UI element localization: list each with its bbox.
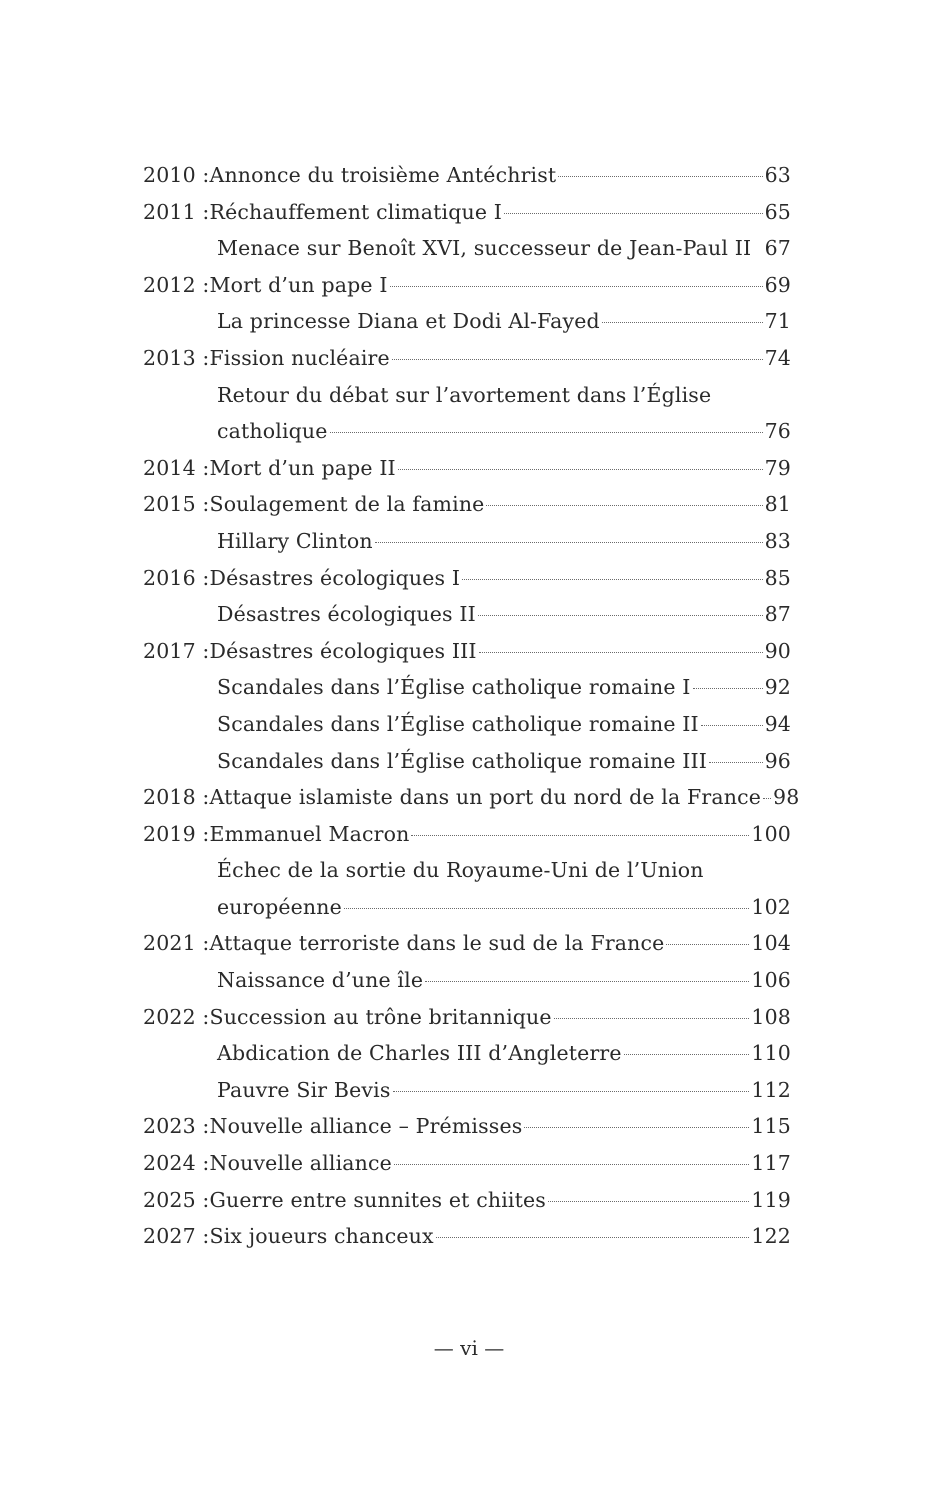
toc-entry-page: 65 bbox=[764, 199, 791, 224]
toc-dot-leader bbox=[462, 579, 762, 580]
toc-entry-year: 2015 : bbox=[143, 492, 210, 517]
toc-entry-page: 119 bbox=[751, 1187, 791, 1212]
toc-entry-page: 104 bbox=[751, 931, 791, 956]
toc-entry bbox=[143, 779, 800, 816]
toc-entry bbox=[143, 450, 791, 487]
toc-entry bbox=[143, 669, 791, 706]
toc-entry bbox=[143, 743, 791, 780]
toc-entry-page: 90 bbox=[764, 638, 791, 663]
toc-entry-year: 2013 : bbox=[143, 345, 210, 370]
toc-dot-leader bbox=[394, 1164, 749, 1165]
toc-entry-year: 2018 : bbox=[143, 785, 210, 810]
toc-entry-title: Nouvelle alliance bbox=[209, 1151, 392, 1176]
toc-dot-leader bbox=[524, 1127, 749, 1128]
toc-entry-title: Naissance d’une île bbox=[217, 968, 424, 993]
toc-entry bbox=[143, 1035, 791, 1072]
toc-entry-page: 85 bbox=[764, 565, 791, 590]
toc-entry-year: 2024 : bbox=[143, 1151, 210, 1176]
toc-entry-title: catholique bbox=[217, 419, 328, 444]
toc-entry-year: 2027 : bbox=[143, 1224, 210, 1249]
toc-entry-page: 71 bbox=[764, 309, 791, 334]
toc-entry-title: européenne bbox=[217, 894, 342, 919]
toc-entry-page: 74 bbox=[764, 345, 791, 370]
toc-dot-leader bbox=[330, 432, 763, 433]
toc-entry-year: 2011 : bbox=[143, 199, 210, 224]
toc-entry bbox=[143, 157, 791, 194]
toc-entry-title: Succession au trône britannique bbox=[209, 1004, 552, 1029]
toc-entry-title: Guerre entre sunnites et chiites bbox=[209, 1187, 546, 1212]
toc-dot-leader bbox=[548, 1201, 749, 1202]
table-of-contents bbox=[143, 157, 800, 1255]
toc-entry bbox=[143, 560, 791, 597]
toc-entry-year: 2019 : bbox=[143, 821, 210, 846]
toc-entry-title: Mort d’un pape II bbox=[209, 455, 396, 480]
toc-entry-page: 94 bbox=[764, 711, 791, 736]
toc-entry bbox=[143, 816, 791, 853]
toc-entry-title: Désastres écologiques III bbox=[209, 638, 477, 663]
toc-entry-year: 2025 : bbox=[143, 1187, 210, 1212]
toc-dot-leader bbox=[602, 322, 763, 323]
toc-entry-title: Scandales dans l’Église catholique romaine III bbox=[217, 748, 708, 773]
toc-dot-leader bbox=[554, 1018, 750, 1019]
toc-entry-page: 112 bbox=[751, 1077, 791, 1102]
toc-entry bbox=[143, 230, 791, 267]
toc-dot-leader bbox=[479, 652, 763, 653]
toc-entry-title: Échec de la sortie du Royaume-Uni de l’Union bbox=[217, 858, 704, 883]
toc-entry-year: 2023 : bbox=[143, 1114, 210, 1139]
toc-entry-title: Menace sur Benoît XVI, successeur de Jean-Paul II bbox=[217, 236, 752, 261]
toc-dot-leader bbox=[558, 176, 762, 177]
toc-entry-title: Scandales dans l’Église catholique romaine II bbox=[217, 711, 699, 736]
toc-entry-year: 2016 : bbox=[143, 565, 210, 590]
toc-entry bbox=[143, 303, 791, 340]
toc-entry bbox=[143, 1072, 791, 1109]
toc-entry bbox=[143, 267, 791, 304]
toc-entry bbox=[143, 377, 791, 414]
toc-entry bbox=[143, 962, 791, 999]
toc-dot-leader bbox=[504, 213, 763, 214]
toc-entry-title: Scandales dans l’Église catholique romaine I bbox=[217, 675, 691, 700]
toc-dot-leader bbox=[693, 688, 763, 689]
toc-entry-page: 76 bbox=[764, 419, 791, 444]
toc-entry-title: Six joueurs chanceux bbox=[209, 1224, 434, 1249]
toc-dot-leader bbox=[392, 359, 763, 360]
toc-dot-leader bbox=[390, 286, 763, 287]
toc-entry-page: 96 bbox=[764, 748, 791, 773]
toc-entry bbox=[143, 596, 791, 633]
toc-entry-page: 79 bbox=[764, 455, 791, 480]
page-number: — vi — bbox=[433, 1336, 505, 1360]
toc-dot-leader bbox=[709, 762, 763, 763]
toc-entry-page: 81 bbox=[764, 492, 791, 517]
toc-dot-leader bbox=[486, 505, 762, 506]
toc-entry-title: Soulagement de la famine bbox=[209, 492, 485, 517]
toc-entry bbox=[143, 486, 791, 523]
toc-entry-page: 108 bbox=[751, 1004, 791, 1029]
toc-entry-page: 92 bbox=[764, 675, 791, 700]
toc-dot-leader bbox=[393, 1091, 750, 1092]
toc-entry-page: 69 bbox=[764, 272, 791, 297]
toc-entry bbox=[143, 1145, 791, 1182]
toc-entry bbox=[143, 340, 791, 377]
toc-dot-leader bbox=[478, 615, 763, 616]
toc-entry bbox=[143, 925, 791, 962]
toc-entry bbox=[143, 523, 791, 560]
toc-entry-year: 2022 : bbox=[143, 1004, 210, 1029]
toc-entry-year: 2012 : bbox=[143, 272, 210, 297]
toc-dot-leader bbox=[411, 835, 749, 836]
toc-entry-page: 67 bbox=[764, 236, 791, 261]
toc-entry-title: Fission nucléaire bbox=[209, 345, 390, 370]
toc-entry-page: 83 bbox=[764, 528, 791, 553]
toc-entry-title: Emmanuel Macron bbox=[209, 821, 410, 846]
toc-dot-leader bbox=[624, 1054, 750, 1055]
toc-entry-title: Annonce du troisième Antéchrist bbox=[209, 163, 557, 187]
toc-entry-page: 110 bbox=[751, 1041, 791, 1066]
toc-entry-page: 63 bbox=[764, 163, 791, 187]
toc-entry-year: 2021 : bbox=[143, 931, 210, 956]
toc-entry-title: Mort d’un pape I bbox=[209, 272, 388, 297]
toc-entry-title: Abdication de Charles III d’Angleterre bbox=[217, 1041, 622, 1066]
toc-entry bbox=[143, 194, 791, 231]
toc-entry bbox=[143, 1108, 791, 1145]
toc-entry-year: 2014 : bbox=[143, 455, 210, 480]
toc-dot-leader bbox=[436, 1237, 750, 1238]
toc-entry-page: 87 bbox=[764, 602, 791, 627]
toc-dot-leader bbox=[763, 798, 771, 799]
toc-entry-page: 98 bbox=[773, 785, 800, 810]
toc-entry-title: Désastres écologiques I bbox=[209, 565, 461, 590]
toc-entry-title: Attaque islamiste dans un port du nord de la France bbox=[209, 785, 762, 810]
toc-entry-page: 115 bbox=[751, 1114, 791, 1139]
toc-entry bbox=[143, 413, 791, 450]
toc-entry-title: Réchauffement climatique I bbox=[209, 199, 503, 224]
toc-entry-page: 117 bbox=[751, 1151, 791, 1176]
toc-entry-title: Hillary Clinton bbox=[217, 528, 373, 553]
toc-dot-leader bbox=[375, 542, 763, 543]
toc-dot-leader bbox=[425, 981, 749, 982]
toc-entry bbox=[143, 1182, 791, 1219]
toc-entry bbox=[143, 999, 791, 1036]
toc-dot-leader bbox=[701, 725, 763, 726]
toc-entry-title: Pauvre Sir Bevis bbox=[217, 1077, 391, 1102]
toc-entry-page: 122 bbox=[751, 1224, 791, 1249]
toc-entry-title: La princesse Diana et Dodi Al-Fayed bbox=[217, 309, 600, 334]
toc-dot-leader bbox=[344, 908, 750, 909]
toc-entry-page: 100 bbox=[751, 821, 791, 846]
toc-entry-year: 2010 : bbox=[143, 163, 210, 187]
toc-entry-title: Attaque terroriste dans le sud de la France bbox=[209, 931, 665, 956]
toc-entry bbox=[143, 1218, 791, 1255]
toc-entry bbox=[143, 633, 791, 670]
toc-entry bbox=[143, 852, 791, 889]
toc-entry-page: 106 bbox=[751, 968, 791, 993]
toc-entry-title: Désastres écologiques II bbox=[217, 602, 476, 627]
toc-entry-title: Nouvelle alliance – Prémisses bbox=[209, 1114, 523, 1139]
toc-dot-leader bbox=[398, 469, 763, 470]
toc-entry bbox=[143, 889, 791, 926]
toc-dot-leader bbox=[666, 944, 749, 945]
toc-entry-title: Retour du débat sur l’avortement dans l’Église bbox=[217, 382, 712, 407]
toc-entry-year: 2017 : bbox=[143, 638, 210, 663]
toc-entry-page: 102 bbox=[751, 894, 791, 919]
toc-entry bbox=[143, 706, 791, 743]
